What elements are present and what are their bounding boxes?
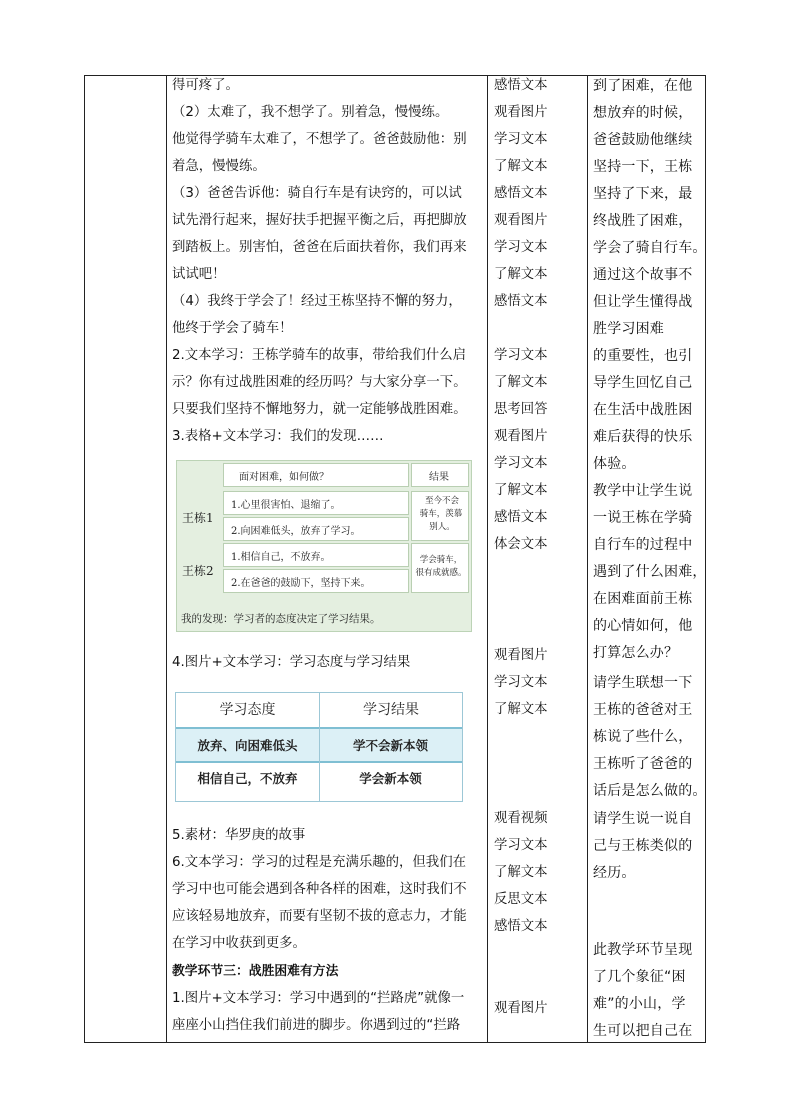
intent-line: 栋说了些什么， — [593, 729, 693, 745]
result-text: 至今不会 — [424, 496, 459, 506]
activity-item: 感悟文本 — [494, 78, 548, 93]
activity-item: 反思文本 — [494, 892, 548, 907]
activity-item: 了解文本 — [494, 702, 548, 717]
activity-item: 感悟文本 — [494, 510, 548, 525]
column-divider — [487, 75, 488, 1043]
content-line: 试试吧！ — [172, 267, 226, 282]
activity-item: 学习文本 — [494, 348, 548, 363]
content-line: 学习中也可能会遇到各种各样的困难，这时我们不 — [172, 882, 467, 897]
content-line: 得可疼了。 — [172, 78, 239, 93]
intent-line: 打算怎么办？ — [593, 645, 679, 661]
intent-line: 请学生联想一下 — [593, 675, 693, 691]
activity-item: 学习文本 — [494, 132, 548, 147]
row-label: 王栋2 — [182, 564, 214, 578]
intent-line: 导学生回忆自己 — [593, 375, 693, 391]
intent-line: 王栋的爸爸对王 — [593, 702, 693, 718]
activity-item: 观看图片 — [494, 1001, 548, 1016]
table-footer: 我的发现：学习者的态度决定了学习结果。 — [181, 613, 381, 625]
result-text: 骑车，羡慕 — [419, 509, 463, 519]
intent-line: 己与王栋类似的 — [593, 838, 693, 854]
result-text: 学会骑车， — [419, 555, 463, 565]
intent-line: 但让学生懂得战 — [593, 294, 693, 310]
intent-line: 坚持一下，王栋 — [593, 159, 693, 175]
intent-line: 通过这个故事不 — [593, 267, 693, 283]
intent-line: 在困难面前王栋 — [593, 591, 693, 607]
result-text: 别人。 — [429, 522, 455, 532]
intent-line: 到了困难，在他 — [593, 78, 693, 94]
intent-line: 想放弃的时候， — [593, 105, 693, 121]
table-cell: 放弃、向困难低头 — [197, 738, 298, 753]
intent-line: 学会了骑自行车。 — [593, 240, 707, 256]
activity-item: 观看视频 — [494, 811, 548, 826]
intent-line: 话后是怎么做的。 — [593, 783, 707, 799]
content-line: 示？你有过战胜困难的经历吗？与大家分享一下。 — [172, 375, 467, 390]
intent-line: 自行车的过程中 — [593, 537, 693, 553]
activity-item: 了解文本 — [494, 159, 548, 174]
intent-line: 难后获得的快乐 — [593, 429, 693, 445]
content-line: 6.文本学习：学习的过程是充满乐趣的，但我们在 — [172, 855, 466, 870]
content-line: 着急，慢慢练。 — [172, 159, 266, 174]
content-line: （4）我终于学会了！经过王栋坚持不懈的努力， — [172, 294, 462, 309]
table-cell-text: 1.相信自己，不放弃。 — [231, 552, 331, 563]
content-line: 4.图片+文本学习：学习态度与学习结果 — [172, 655, 411, 670]
content-line: 应该轻易地放弃，而要有坚韧不拔的意志力，才能 — [172, 909, 467, 924]
activity-item: 体会文本 — [494, 537, 548, 552]
activity-item: 观看图片 — [494, 105, 548, 120]
activity-item: 学习文本 — [494, 675, 548, 690]
activity-item: 了解文本 — [494, 483, 548, 498]
result-text: 很有成就感。 — [415, 568, 467, 578]
content-line: 1.图片+文本学习：学习中遇到的“拦路虎”就像一 — [172, 991, 465, 1006]
intent-line: 请学生说一说自 — [593, 811, 693, 827]
intent-line: 难”的小山，学 — [593, 996, 686, 1012]
activity-item: 思考回答 — [494, 402, 548, 417]
table-cell-text: 1.心里很害怕、退缩了。 — [231, 500, 341, 511]
activity-item: 学习文本 — [494, 838, 548, 853]
content-line: 他终于学会了骑车！ — [172, 321, 293, 336]
content-line: 3.表格+文本学习：我们的发现…… — [172, 429, 384, 444]
content-line: 2.文本学习：王栋学骑车的故事，带给我们什么启 — [172, 348, 466, 363]
activity-item: 了解文本 — [494, 267, 548, 282]
activity-item: 观看图片 — [494, 213, 548, 228]
intent-line: 教学中让学生说 — [593, 483, 693, 499]
activity-item: 感悟文本 — [494, 186, 548, 201]
section-heading: 教学环节三：战胜困难有方法 — [172, 964, 339, 979]
activity-item: 学习文本 — [494, 456, 548, 471]
column-divider — [587, 75, 588, 1043]
content-line: 他觉得学骑车太难了，不想学了。爸爸鼓励他：别 — [172, 132, 467, 147]
activity-item: 感悟文本 — [494, 919, 548, 934]
table-cell-text: 2.在爸爸的鼓励下，坚持下来。 — [231, 578, 371, 589]
content-line: 到踏板上。别害怕，爸爸在后面扶着你，我们再来 — [172, 240, 467, 255]
content-line: 试先滑行起来，握好扶手把握平衡之后，再把脚放 — [172, 213, 467, 228]
attitude-result-table — [175, 692, 463, 802]
content-line: 只要我们坚持不懈地努力，就一定能够战胜困难。 — [172, 402, 467, 417]
content-line: （3）爸爸告诉他：骑自行车是有诀窍的，可以试 — [172, 186, 462, 201]
activity-item: 了解文本 — [494, 375, 548, 390]
intent-line: 遇到了什么困难， — [593, 564, 707, 580]
table-header-left: 面对困难，如何做？ — [239, 472, 329, 483]
discovery-table — [176, 460, 472, 632]
intent-line: 胜学习困难 — [593, 321, 664, 337]
column-divider — [166, 75, 167, 1043]
table-cell-text: 2.向困难低头，放弃了学习。 — [231, 526, 361, 537]
intent-line: 了几个象征“困 — [593, 969, 686, 985]
intent-line: 王栋听了爸爸的 — [593, 756, 693, 772]
table-header: 学习态度 — [219, 702, 276, 718]
intent-line: 的重要性，也引 — [593, 348, 693, 364]
table-cell: 学会新本领 — [359, 771, 422, 786]
row-label: 王栋1 — [182, 511, 214, 525]
intent-line: 爸爸鼓励他继续 — [593, 132, 693, 148]
intent-line: 在生活中战胜困 — [593, 402, 693, 418]
content-line: 座座小山挡住我们前进的脚步。你遇到过的“拦路 — [172, 1018, 461, 1033]
intent-line: 此教学环节呈现 — [593, 942, 693, 958]
activity-item: 观看图片 — [494, 648, 548, 663]
intent-line: 体验。 — [593, 456, 636, 472]
intent-line: 经历。 — [593, 865, 636, 881]
activity-item: 学习文本 — [494, 240, 548, 255]
table-cell: 学不会新本领 — [352, 738, 428, 753]
activity-item: 感悟文本 — [494, 294, 548, 309]
table-cell: 相信自己，不放弃 — [197, 771, 298, 786]
intent-line: 生可以把自己在 — [593, 1023, 693, 1039]
content-line: （2）太难了，我不想学了。别着急，慢慢练。 — [172, 105, 449, 120]
intent-line: 终战胜了困难， — [593, 213, 693, 229]
intent-line: 坚持了下来，最 — [593, 186, 693, 202]
activity-item: 观看图片 — [494, 429, 548, 444]
intent-line: 的心情如何，他 — [593, 618, 693, 634]
content-line: 5.素材：华罗庚的故事 — [172, 828, 306, 843]
table-header: 学习结果 — [319, 693, 462, 727]
activity-item: 了解文本 — [494, 865, 548, 880]
content-line: 在学习中收获到更多。 — [172, 936, 306, 951]
table-header-right: 结果 — [429, 472, 449, 483]
intent-line: 一说王栋在学骑 — [593, 510, 693, 526]
